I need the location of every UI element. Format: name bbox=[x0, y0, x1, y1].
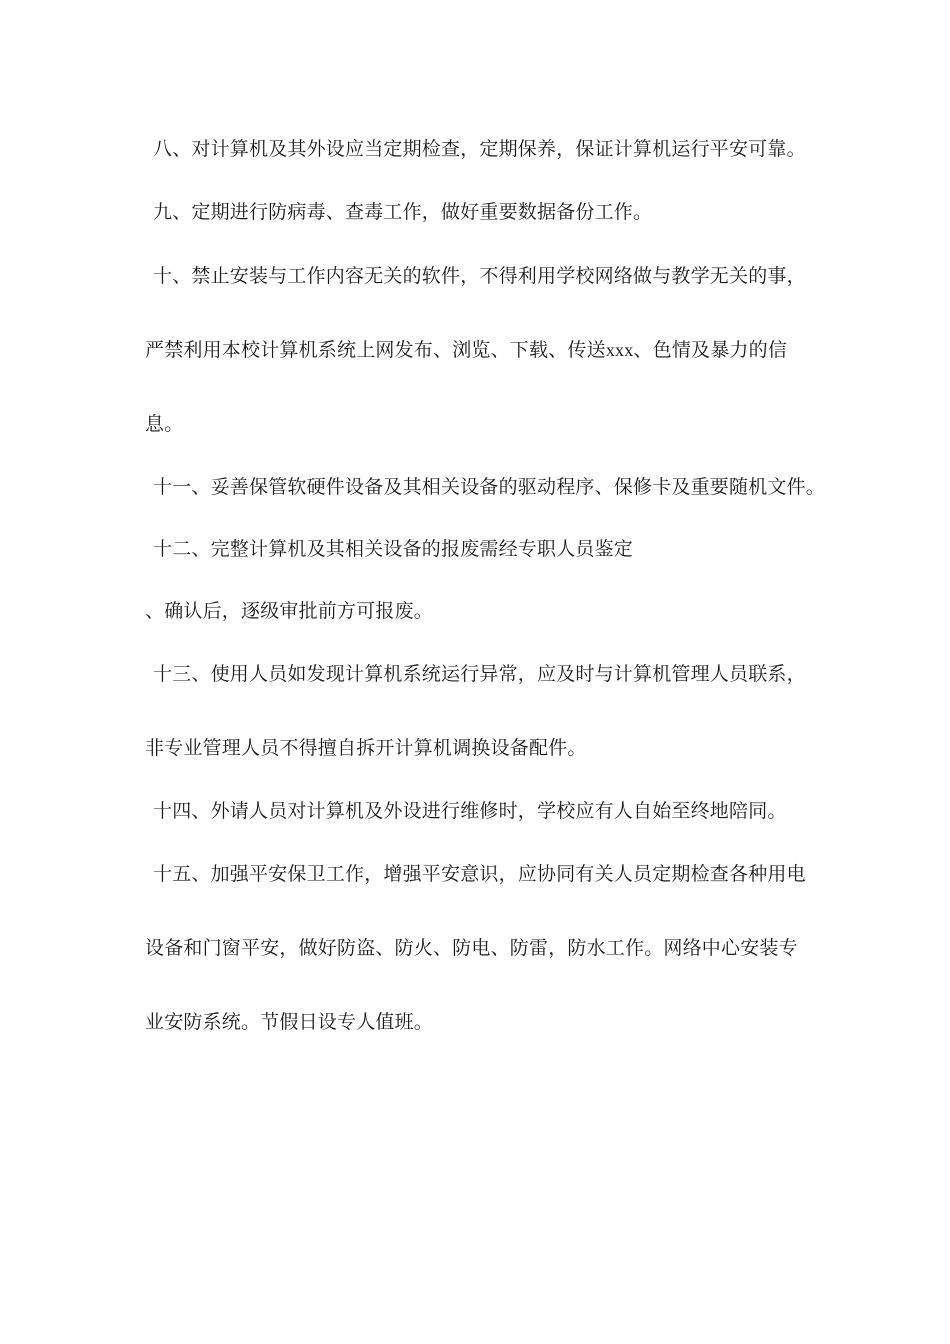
rule-12-line-2: 、确认后，逐级审批前方可报废。 bbox=[145, 600, 434, 622]
rule-8: 八、对计算机及其外设应当定期检查，定期保养，保证计算机运行平安可靠。 bbox=[153, 138, 806, 160]
rule-10-line-3: 息。 bbox=[145, 413, 184, 435]
rule-12-line-1: 十二、完整计算机及其相关设备的报废需经专职人员鉴定 bbox=[153, 538, 634, 560]
rule-10-line-2-a: 严禁利用本校计算机系统上网发布、浏览、下载、传送 bbox=[145, 339, 606, 361]
rule-15-line-1: 十五、加强平安保卫工作，增强平安意识，应协同有关人员定期检查各种用电 bbox=[153, 863, 806, 885]
rule-10-line-2-xxx: xxx bbox=[605, 340, 634, 360]
rule-14: 十四、外请人员对计算机及外设进行维修时，学校应有人自始至终地陪同。 bbox=[153, 800, 787, 822]
rule-15-line-3: 业安防系统。节假日设专人值班。 bbox=[145, 1011, 434, 1033]
rule-13-line-1: 十三、使用人员如发现计算机系统运行异常，应及时与计算机管理人员联系， bbox=[153, 663, 806, 685]
rule-10-line-2-c: 、色情及暴力的信 bbox=[633, 339, 788, 361]
rule-11: 十一、妥善保管软硬件设备及其相关设备的驱动程序、保修卡及重要随机文件。 bbox=[153, 476, 826, 498]
rule-10-line-1: 十、禁止安装与工作内容无关的软件，不得利用学校网络做与教学无关的事， bbox=[153, 265, 806, 287]
rule-15-line-2: 设备和门窗平安，做好防盗、防火、防电、防雷，防水工作。网络中心安装专 bbox=[145, 937, 798, 959]
rule-13-line-2: 非专业管理人员不得擅自拆开计算机调换设备配件。 bbox=[145, 737, 587, 759]
rule-9: 九、定期进行防病毒、查毒工作，做好重要数据备份工作。 bbox=[153, 201, 653, 223]
rule-10-line-2 bbox=[145, 338, 787, 362]
